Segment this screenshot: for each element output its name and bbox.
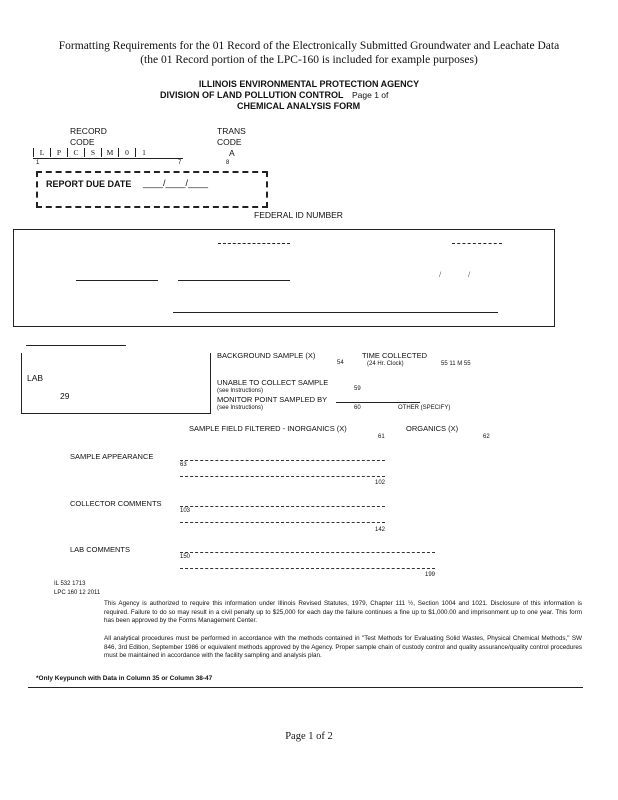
- form-id-1: IL 532 1713: [54, 581, 86, 587]
- collector-col-end: 142: [375, 527, 386, 533]
- monitor-sub: (see Instructions): [217, 405, 264, 411]
- col-start: 1: [36, 160, 40, 166]
- record-char: 1: [135, 148, 152, 157]
- collector-label: COLLECTOR COMMENTS: [70, 499, 162, 508]
- record-char: L: [33, 148, 50, 157]
- organics-label: ORGANICS (X): [406, 424, 459, 433]
- organics-col: 62: [483, 434, 490, 440]
- trans-value: A: [229, 148, 235, 158]
- division-name: DIVISION OF LAND POLLUTION CONTROL: [160, 90, 344, 100]
- keypunch-note: *Only Keypunch with Data in Column 35 or Column 38-47: [36, 675, 213, 682]
- appearance-col-end: 102: [375, 480, 386, 486]
- unable-col: 59: [354, 386, 361, 392]
- other-specify: OTHER (SPECIFY): [398, 405, 451, 411]
- background-col: 54: [337, 360, 344, 366]
- lab-comments-col-start: 150: [180, 554, 191, 560]
- page-of: Page 1 of: [352, 90, 389, 100]
- header-line-1: Formatting Requirements for the 01 Record of the Electronically Submitted Groundwater and Leachate Data: [58, 40, 560, 52]
- filtered-col: 61: [378, 434, 385, 440]
- header-line-2: (the 01 Record portion of the LPC-160 is included for example purposes): [140, 54, 478, 66]
- record-char: S: [84, 148, 101, 157]
- time-cols: 55 11 M 55: [441, 361, 471, 367]
- clock-label: (24 Hr. Clock): [367, 361, 404, 367]
- background-sample-label: BACKGROUND SAMPLE (X): [217, 351, 316, 360]
- report-due-box: [36, 171, 268, 208]
- appearance-label: SAMPLE APPEARANCE: [70, 452, 154, 461]
- code-label: CODE: [70, 137, 95, 147]
- col-end: 7: [178, 160, 182, 166]
- appearance-col-start: 63: [180, 462, 187, 468]
- procedures-text: All analytical procedures must be performed in accordance with the methods contained in "Test Methods for Evaluating Solid Wastes, Physical Chemical Methods," SW 846, 3rd Edition, September 1986 or equivalent methods approved by the Agency. Proper sample chain of custody control and quality assurance/quality control procedures must be maintained in accordance with the facility sampling and analysis plan.: [104, 635, 582, 659]
- unable-sub: (see Instructions): [217, 388, 264, 394]
- trans-code-label: CODE: [217, 137, 242, 147]
- unable-label: UNABLE TO COLLECT SAMPLE: [217, 378, 329, 387]
- lab-comments-label: LAB COMMENTS: [70, 545, 131, 554]
- disclosure-text: This Agency is authorized to require this information under Illinois Revised Statutes, 1979, Chapter 111 ½, Section 1004 and 1021. Disclosure of this information is required. Failure to do so may result in a civil penalty up to $25,000 for each day the failure continues a fine up to $1,000.00 and imprisonment up to one year. This form has been approved by the Forms Management Center.: [104, 600, 582, 624]
- trans-label: TRANS: [217, 126, 246, 136]
- monitor-col: 60: [354, 405, 361, 411]
- report-due-label: REPORT DUE DATE: [46, 179, 132, 189]
- trans-col: 8: [226, 160, 230, 166]
- agency-name: ILLINOIS ENVIRONMENTAL PROTECTION AGENCY: [198, 79, 420, 89]
- federal-id-label: FEDERAL ID NUMBER: [254, 210, 343, 220]
- record-char: P: [50, 148, 67, 157]
- record-code-cells: [33, 148, 152, 157]
- form-title: CHEMICAL ANALYSIS FORM: [237, 101, 361, 111]
- monitor-label: MONITOR POINT SAMPLED BY: [217, 395, 328, 404]
- lab-comments-col-end: 199: [425, 572, 436, 578]
- time-collected-label: TIME COLLECTED: [362, 351, 428, 360]
- form-id-2: LPC 160 12 2011: [54, 590, 101, 596]
- lab-col: 29: [60, 391, 70, 401]
- report-due-date-field[interactable]: ____/____/____: [143, 178, 209, 188]
- footer-page: Page 1 of 2: [285, 731, 333, 742]
- record-char: 0: [118, 148, 135, 157]
- collector-col-start: 103: [180, 508, 191, 514]
- lab-label: LAB: [27, 373, 44, 383]
- record-char: C: [67, 148, 84, 157]
- lab-box: [21, 353, 211, 414]
- record-char: M: [101, 148, 118, 157]
- record-label: RECORD: [70, 126, 107, 136]
- filtered-label: SAMPLE FIELD FILTERED - INORGANICS (X): [189, 424, 347, 433]
